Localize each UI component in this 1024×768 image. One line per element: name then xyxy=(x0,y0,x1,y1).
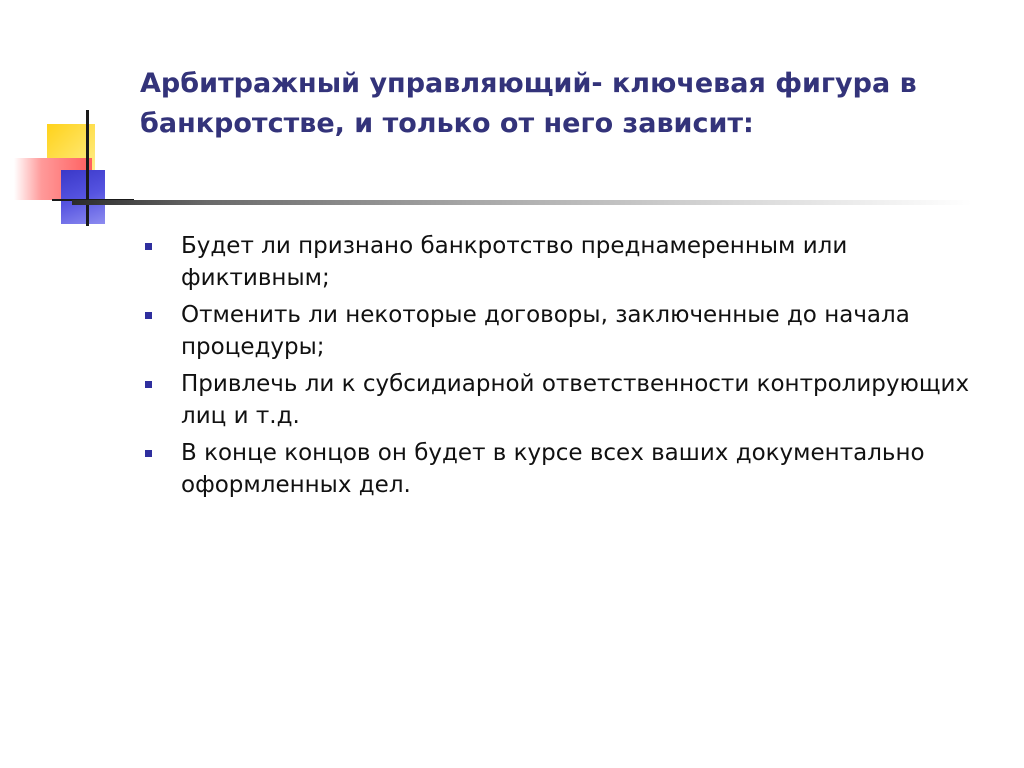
title-underline xyxy=(72,200,972,205)
square-bullet-icon xyxy=(145,243,152,250)
bullet-list xyxy=(143,230,993,506)
square-bullet-icon xyxy=(145,381,152,388)
bullet-text: Будет ли признано банкротство преднамеренным или фиктивным; xyxy=(181,233,848,291)
bullet-text: Привлечь ли к субсидиарной ответственности контролирующих лиц и т.д. xyxy=(181,371,970,429)
bullet-item xyxy=(143,368,993,432)
square-bullet-icon xyxy=(145,312,152,319)
bullet-item xyxy=(143,299,993,363)
bullet-text: В конце концов он будет в курсе всех ваших документально оформленных дел. xyxy=(181,440,925,498)
bullet-text: Отменить ли некоторые договоры, заключенные до начала процедуры; xyxy=(181,302,910,360)
bullet-item xyxy=(143,437,993,501)
slide-title: Арбитражный управляющий- ключевая фигура в банкротстве, и только от него зависит: xyxy=(140,68,917,139)
decor-blue-square xyxy=(61,170,105,224)
square-bullet-icon xyxy=(145,450,152,457)
bullet-item xyxy=(143,230,993,294)
decor-vertical-line xyxy=(86,110,89,226)
